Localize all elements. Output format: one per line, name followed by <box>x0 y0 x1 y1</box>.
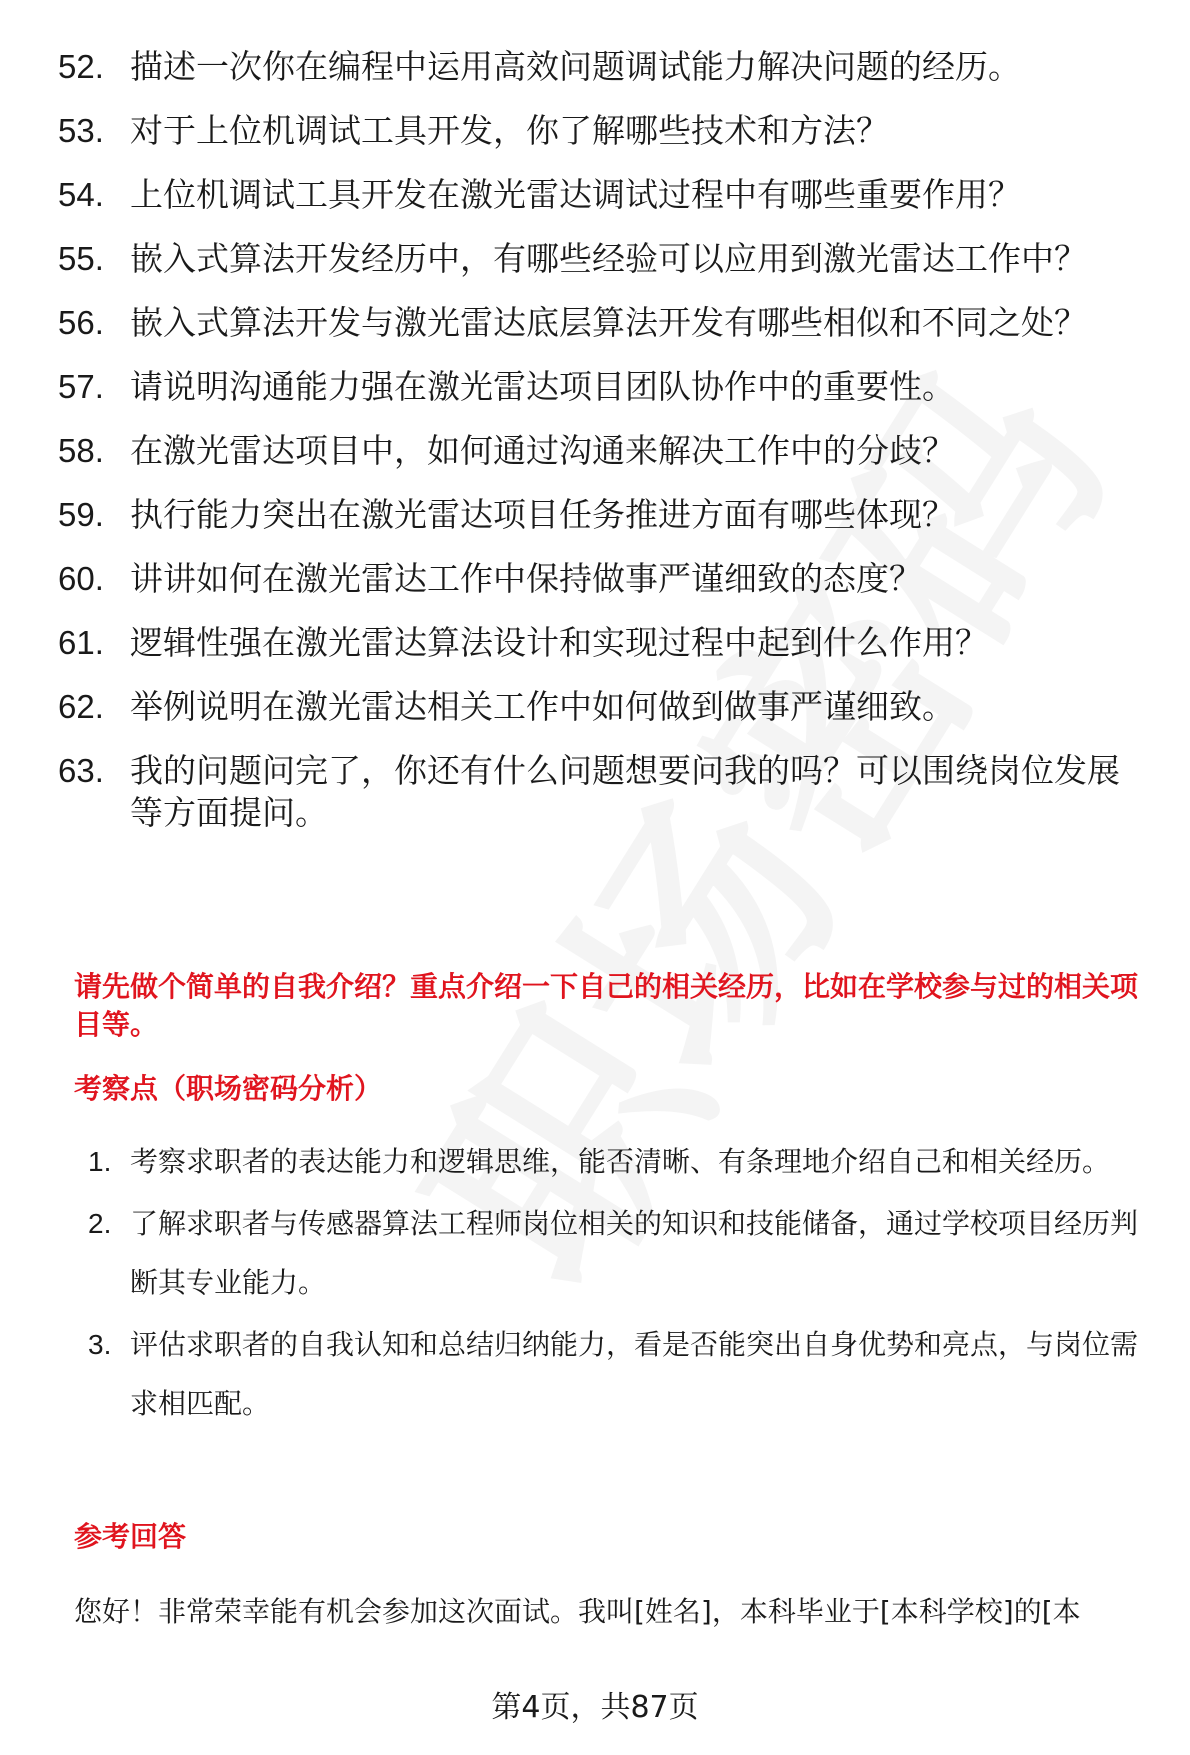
analysis-list <box>88 1132 1158 1436</box>
question-number: 54. <box>58 176 104 213</box>
analysis-number: 2. <box>88 1208 112 1239</box>
question-number: 57. <box>58 368 104 405</box>
question-item <box>58 46 1148 88</box>
reference-answer-text: 您好！非常荣幸能有机会参加这次面试。我叫[姓名]，本科毕业于[本科学校]的[本 <box>74 1595 1081 1628</box>
question-number: 58. <box>58 432 104 469</box>
analysis-number: 3. <box>88 1329 112 1360</box>
question-number: 62. <box>58 688 104 725</box>
question-text: 描述一次你在编程中运用高效问题调试能力解决问题的经历。 <box>130 47 1021 86</box>
question-text: 我的问题问完了，你还有什么问题想要问我的吗？可以围绕岗位发展等方面提问。 <box>130 751 1120 832</box>
question-number: 60. <box>58 560 104 597</box>
analysis-text: 评估求职者的自我认知和总结归纳能力，看是否能突出自身优势和亮点，与岗位需求相匹配。 <box>130 1328 1139 1420</box>
question-number: 55. <box>58 240 104 277</box>
question-item <box>58 494 1148 536</box>
question-text: 逻辑性强在激光雷达算法设计和实现过程中起到什么作用？ <box>130 623 988 662</box>
question-number: 56. <box>58 304 104 341</box>
question-number: 52. <box>58 48 104 85</box>
question-text: 执行能力突出在激光雷达项目任务推进方面有哪些体现？ <box>130 495 955 534</box>
question-number: 53. <box>58 112 104 149</box>
question-text: 讲讲如何在激光雷达工作中保持做事严谨细致的态度？ <box>130 559 922 598</box>
question-number: 59. <box>58 496 104 533</box>
question-text: 请说明沟通能力强在激光雷达项目团队协作中的重要性。 <box>130 367 955 406</box>
analysis-text: 了解求职者与传感器算法工程师岗位相关的知识和技能储备，通过学校项目经历判断其专业能力。 <box>130 1207 1139 1299</box>
question-text: 对于上位机调试工具开发，你了解哪些技术和方法？ <box>130 111 889 150</box>
question-text: 上位机调试工具开发在激光雷达调试过程中有哪些重要作用？ <box>130 175 1021 214</box>
question-list <box>58 46 1148 856</box>
reference-answer-heading: 参考回答 <box>74 1520 187 1553</box>
analysis-number: 1. <box>88 1146 112 1177</box>
question-item <box>58 558 1148 600</box>
question-text: 嵌入式算法开发经历中，有哪些经验可以应用到激光雷达工作中？ <box>130 239 1087 278</box>
question-text: 在激光雷达项目中，如何通过沟通来解决工作中的分歧？ <box>130 431 955 470</box>
question-text: 举例说明在激光雷达相关工作中如何做到做事严谨细致。 <box>130 687 955 726</box>
question-number: 61. <box>58 624 104 661</box>
question-item <box>58 110 1148 152</box>
question-item <box>58 366 1148 408</box>
question-item <box>58 622 1148 664</box>
analysis-item <box>88 1315 1158 1433</box>
question-text: 嵌入式算法开发与激光雷达底层算法开发有哪些相似和不同之处？ <box>130 303 1087 342</box>
question-item <box>58 686 1148 728</box>
question-item <box>58 302 1148 344</box>
analysis-item <box>88 1132 1158 1191</box>
interview-question-heading: 请先做个简单的自我介绍？重点介绍一下自己的相关经历，比如在学校参与过的相关项目等。 <box>74 970 1139 1041</box>
question-item <box>58 750 1148 834</box>
analysis-heading: 考察点（职场密码分析） <box>74 1072 383 1105</box>
analysis-item <box>88 1194 1158 1312</box>
question-number: 63. <box>58 752 104 789</box>
analysis-text: 考察求职者的表达能力和逻辑思维，能否清晰、有条理地介绍自己和相关经历。 <box>130 1145 1111 1178</box>
page-number: 第4页，共87页 <box>491 1690 699 1725</box>
question-item <box>58 430 1148 472</box>
question-item <box>58 238 1148 280</box>
question-item <box>58 174 1148 216</box>
